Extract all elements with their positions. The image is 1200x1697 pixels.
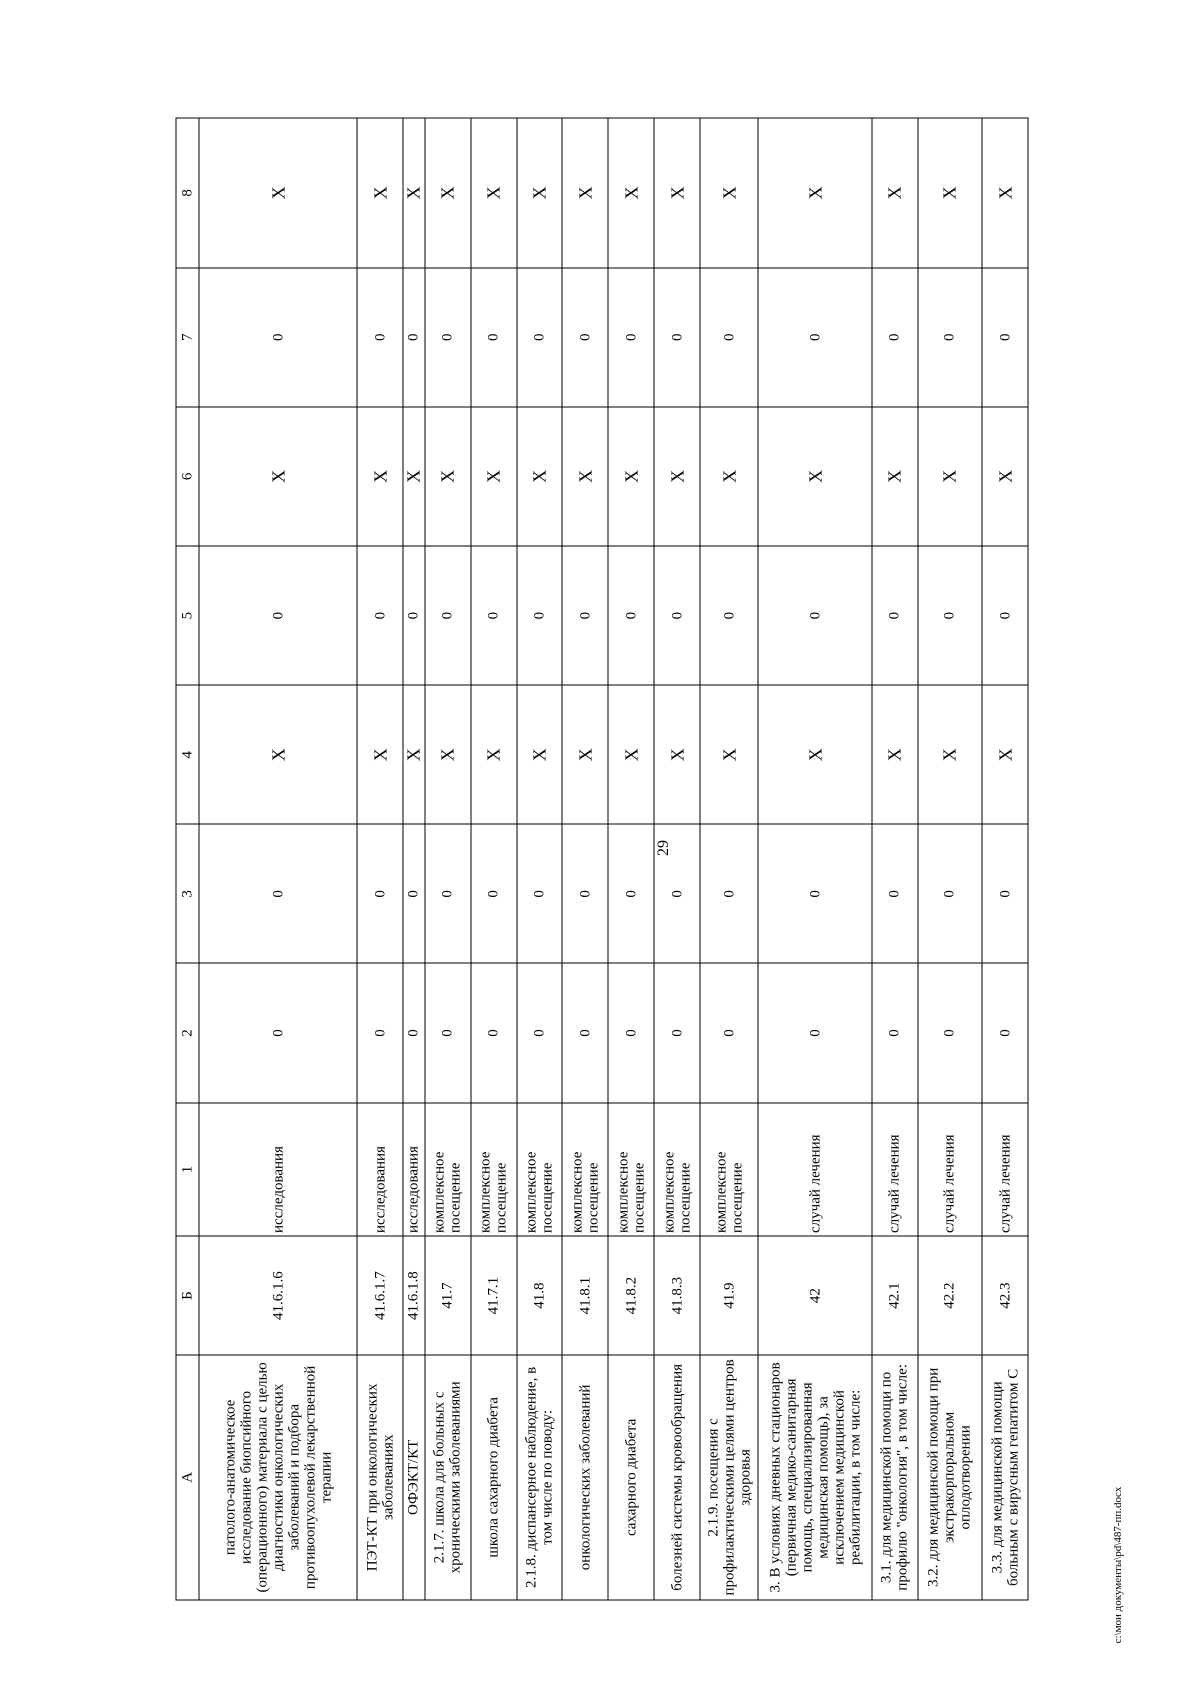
cell-unit: случай лечения — [758, 1103, 872, 1237]
cell-col-5: 0 — [199, 546, 357, 685]
cell-col-5: 0 — [425, 546, 471, 685]
cell-col-3: 0 — [758, 824, 872, 963]
cell-col-2: 0 — [403, 963, 425, 1102]
cell-description: ОФЭКТ/КТ — [403, 1355, 425, 1600]
table-row — [608, 118, 654, 1600]
cell-unit: комплексное посещение — [654, 1103, 700, 1237]
cell-col-6: X — [357, 407, 403, 546]
cell-description: 3.2. для медицинской помощи при экстракорпоральном оплодотворении — [918, 1355, 982, 1600]
cell-col-5: 0 — [872, 546, 918, 685]
cell-col-2: 0 — [982, 963, 1028, 1102]
cell-col-3: 0 — [982, 824, 1028, 963]
cell-col-3: 0 — [517, 824, 563, 963]
table-row — [425, 118, 471, 1600]
cell-col-2: 0 — [758, 963, 872, 1102]
table-row — [654, 118, 700, 1600]
cell-unit: комплексное посещение — [425, 1103, 471, 1237]
header-col-3: 3 — [176, 824, 199, 963]
cell-col-3: 0 — [199, 824, 357, 963]
cell-col-3: 0 — [918, 824, 982, 963]
cell-col-6: X — [608, 407, 654, 546]
cell-col-8: X — [872, 118, 918, 268]
cell-col-2: 0 — [425, 963, 471, 1102]
cell-col-8: X — [517, 118, 563, 268]
table-row — [872, 118, 918, 1600]
cell-col-3: 0 — [872, 824, 918, 963]
cell-col-7: 0 — [517, 268, 563, 407]
cell-col-8: X — [425, 118, 471, 268]
table-row — [562, 118, 608, 1600]
cell-col-2: 0 — [562, 963, 608, 1102]
header-col-b: Б — [176, 1236, 199, 1354]
cell-col-5: 0 — [562, 546, 608, 685]
cell-col-8: X — [918, 118, 982, 268]
cell-unit: случай лечения — [918, 1103, 982, 1237]
cell-description: сахарного диабета — [608, 1355, 654, 1600]
cell-col-5: 0 — [471, 546, 517, 685]
cell-col-2: 0 — [654, 963, 700, 1102]
cell-code: 41.8 — [517, 1236, 563, 1354]
cell-col-4: X — [872, 685, 918, 824]
cell-col-6: X — [654, 407, 700, 546]
cell-description: 3.1. для медицинской помощи по профилю "онкология", в том числе: — [872, 1355, 918, 1600]
cell-col-4: X — [562, 685, 608, 824]
table-row — [982, 118, 1028, 1600]
cell-col-3: 0 — [654, 824, 700, 963]
cell-col-5: 0 — [517, 546, 563, 685]
cell-col-7: 0 — [471, 268, 517, 407]
page-number: 29 — [655, 840, 672, 856]
cell-col-5: 0 — [654, 546, 700, 685]
data-table-container — [176, 118, 1029, 1601]
header-col-8: 8 — [176, 118, 199, 268]
cell-col-4: X — [700, 685, 758, 824]
cell-unit: исследования — [357, 1103, 403, 1237]
cell-col-6: X — [562, 407, 608, 546]
cell-description: онкологических заболеваний — [562, 1355, 608, 1600]
cell-col-5: 0 — [403, 546, 425, 685]
cell-col-6: X — [517, 407, 563, 546]
cell-col-8: X — [608, 118, 654, 268]
cell-col-4: X — [199, 685, 357, 824]
cell-code: 41.9 — [700, 1236, 758, 1354]
cell-col-4: X — [403, 685, 425, 824]
cell-description: 2.1.9. посещения с профилактическими целями центров здоровья — [700, 1355, 758, 1600]
cell-col-6: X — [918, 407, 982, 546]
cell-col-3: 0 — [608, 824, 654, 963]
header-col-6: 6 — [176, 407, 199, 546]
cell-col-3: 0 — [471, 824, 517, 963]
data-table — [176, 118, 1029, 1601]
cell-col-3: 0 — [425, 824, 471, 963]
cell-col-4: X — [357, 685, 403, 824]
cell-code: 41.8.3 — [654, 1236, 700, 1354]
cell-col-7: 0 — [403, 268, 425, 407]
table-row — [199, 118, 357, 1600]
cell-code: 41.8.2 — [608, 1236, 654, 1354]
header-col-2: 2 — [176, 963, 199, 1102]
header-col-a: А — [176, 1355, 199, 1600]
cell-col-6: X — [982, 407, 1028, 546]
cell-col-2: 0 — [700, 963, 758, 1102]
cell-description: болезней системы кровообращения — [654, 1355, 700, 1600]
cell-col-4: X — [517, 685, 563, 824]
table-row — [700, 118, 758, 1600]
cell-code: 41.6.1.6 — [199, 1236, 357, 1354]
table-row — [403, 118, 425, 1600]
cell-code: 41.6.1.8 — [403, 1236, 425, 1354]
cell-description: ПЭТ-КТ при онкологических заболеваниях — [357, 1355, 403, 1600]
cell-description: 3. В условиях дневных стационаров (первичная медико-санитарная помощь, специализированная медицинская помощь), за исключением медицинской реабилитации, в том числе: — [758, 1355, 872, 1600]
cell-col-3: 0 — [403, 824, 425, 963]
cell-col-6: X — [425, 407, 471, 546]
cell-col-5: 0 — [357, 546, 403, 685]
cell-col-7: 0 — [357, 268, 403, 407]
cell-unit: комплексное посещение — [562, 1103, 608, 1237]
cell-code: 42.1 — [872, 1236, 918, 1354]
cell-unit: исследования — [199, 1103, 357, 1237]
cell-col-5: 0 — [982, 546, 1028, 685]
file-path: c:\мои документы\pd\487-пп.docx — [1112, 1486, 1124, 1644]
cell-col-6: X — [700, 407, 758, 546]
cell-col-6: X — [471, 407, 517, 546]
cell-unit: комплексное посещение — [517, 1103, 563, 1237]
cell-col-8: X — [654, 118, 700, 268]
cell-col-5: 0 — [700, 546, 758, 685]
cell-col-5: 0 — [758, 546, 872, 685]
cell-description: патолого-анатомическое исследование биопсийного (операционного) материала с целью диагностики онкологических заболеваний и подбора противоопухолевой лекарственной терапии — [199, 1355, 357, 1600]
cell-unit: комплексное посещение — [471, 1103, 517, 1237]
cell-col-7: 0 — [654, 268, 700, 407]
cell-unit: комплексное посещение — [700, 1103, 758, 1237]
table-row — [471, 118, 517, 1600]
cell-col-6: X — [872, 407, 918, 546]
cell-code: 42.3 — [982, 1236, 1028, 1354]
cell-col-6: X — [758, 407, 872, 546]
cell-col-8: X — [562, 118, 608, 268]
cell-col-3: 0 — [700, 824, 758, 963]
header-col-7: 7 — [176, 268, 199, 407]
cell-code: 41.6.1.7 — [357, 1236, 403, 1354]
cell-code: 42 — [758, 1236, 872, 1354]
cell-col-4: X — [608, 685, 654, 824]
cell-col-8: X — [357, 118, 403, 268]
cell-col-6: X — [199, 407, 357, 546]
cell-col-4: X — [758, 685, 872, 824]
cell-col-2: 0 — [357, 963, 403, 1102]
cell-col-2: 0 — [608, 963, 654, 1102]
cell-description: 2.1.7. школа для больных с хроническими заболеваниями — [425, 1355, 471, 1600]
cell-col-4: X — [654, 685, 700, 824]
cell-col-4: X — [471, 685, 517, 824]
table-row — [758, 118, 872, 1600]
cell-col-4: X — [918, 685, 982, 824]
cell-code: 41.7 — [425, 1236, 471, 1354]
table-row — [918, 118, 982, 1600]
table-row — [517, 118, 563, 1600]
cell-col-2: 0 — [517, 963, 563, 1102]
cell-col-8: X — [758, 118, 872, 268]
table-header-row — [176, 118, 199, 1600]
cell-col-7: 0 — [758, 268, 872, 407]
table-row — [357, 118, 403, 1600]
cell-col-7: 0 — [199, 268, 357, 407]
cell-col-4: X — [425, 685, 471, 824]
cell-col-5: 0 — [918, 546, 982, 685]
cell-col-7: 0 — [700, 268, 758, 407]
cell-col-7: 0 — [872, 268, 918, 407]
cell-code: 41.8.1 — [562, 1236, 608, 1354]
cell-col-2: 0 — [918, 963, 982, 1102]
cell-description: школа сахарного диабета — [471, 1355, 517, 1600]
cell-col-8: X — [199, 118, 357, 268]
cell-col-2: 0 — [199, 963, 357, 1102]
header-col-5: 5 — [176, 546, 199, 685]
table-body — [199, 118, 1028, 1600]
cell-unit: комплексное посещение — [608, 1103, 654, 1237]
header-col-1: 1 — [176, 1103, 199, 1237]
cell-col-2: 0 — [872, 963, 918, 1102]
cell-code: 41.7.1 — [471, 1236, 517, 1354]
cell-col-3: 0 — [357, 824, 403, 963]
cell-unit: случай лечения — [982, 1103, 1028, 1237]
header-col-4: 4 — [176, 685, 199, 824]
cell-description: 2.1.8. диспансерное наблюдение, в том числе по поводу: — [517, 1355, 563, 1600]
cell-col-7: 0 — [425, 268, 471, 407]
cell-col-8: X — [700, 118, 758, 268]
cell-col-7: 0 — [918, 268, 982, 407]
cell-col-6: X — [403, 407, 425, 546]
cell-col-2: 0 — [471, 963, 517, 1102]
cell-col-7: 0 — [562, 268, 608, 407]
cell-description: 3.3. для медицинской помощи больным с вирусным гепатитом C — [982, 1355, 1028, 1600]
cell-col-5: 0 — [608, 546, 654, 685]
cell-col-8: X — [403, 118, 425, 268]
cell-col-4: X — [982, 685, 1028, 824]
cell-unit: случай лечения — [872, 1103, 918, 1237]
cell-col-8: X — [982, 118, 1028, 268]
cell-col-3: 0 — [562, 824, 608, 963]
cell-col-8: X — [471, 118, 517, 268]
cell-col-7: 0 — [608, 268, 654, 407]
cell-code: 42.2 — [918, 1236, 982, 1354]
cell-col-7: 0 — [982, 268, 1028, 407]
cell-unit: исследования — [403, 1103, 425, 1237]
